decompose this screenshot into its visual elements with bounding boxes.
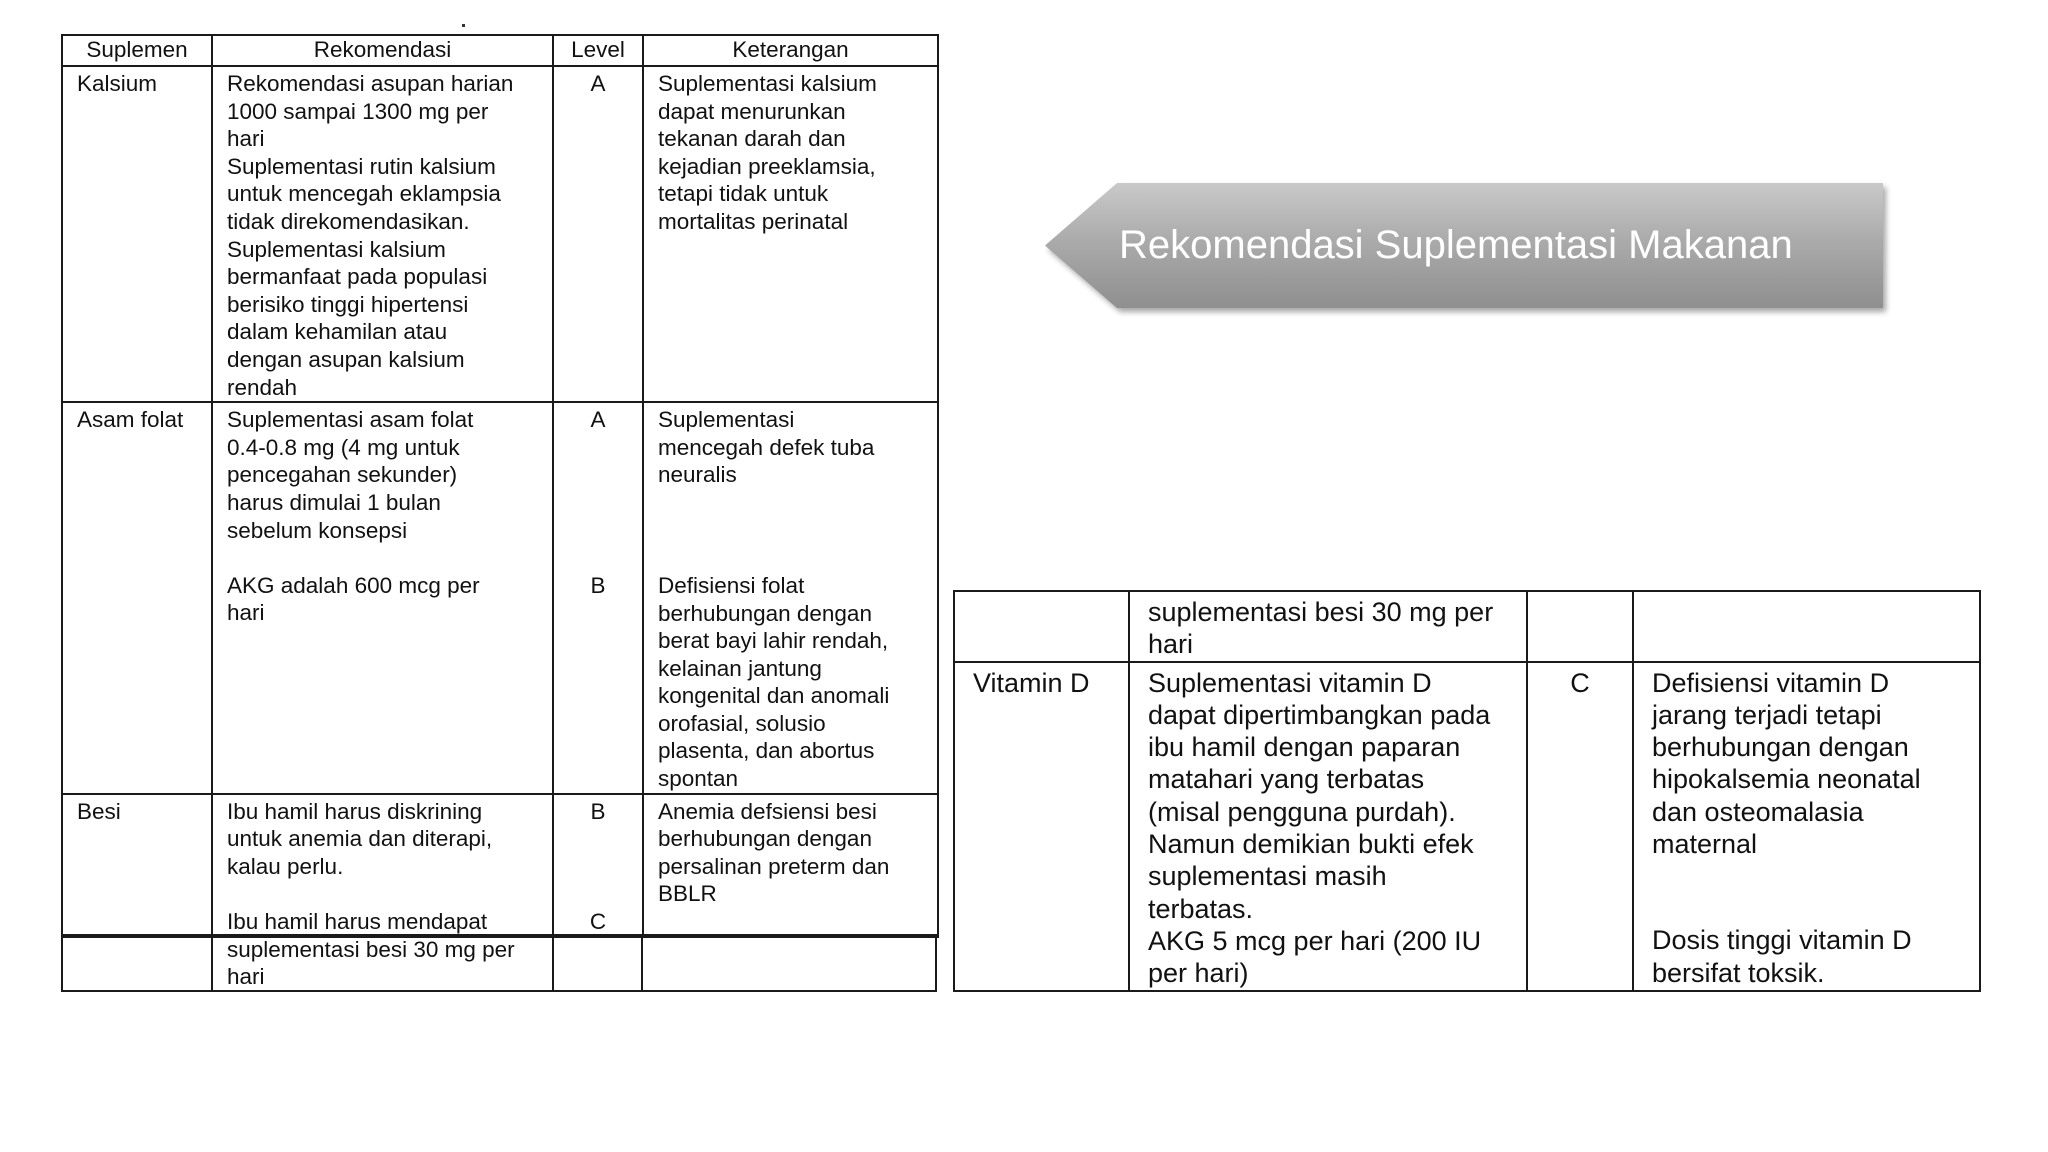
text-line: dapat menurunkan xyxy=(658,98,846,124)
text-line: per hari) xyxy=(1148,958,1249,989)
cell-rekomendasi xyxy=(1129,591,1527,662)
supplement-table-left-continuation xyxy=(61,934,937,992)
text-line: (misal pengguna purdah). xyxy=(1148,796,1456,827)
text-line: berhubungan dengan xyxy=(658,826,872,852)
text-line: Suplementasi kalsium xyxy=(658,71,877,96)
table-header-row xyxy=(62,35,938,66)
level-badge: B xyxy=(590,798,606,824)
text-line: sebelum konsepsi xyxy=(227,517,408,543)
text-line: Anemia defsiensi besi xyxy=(658,798,877,824)
cell-keterangan xyxy=(643,794,938,937)
text-line: tekanan darah dan xyxy=(658,126,846,152)
text-line: 0.4-0.8 mg (4 mg untuk xyxy=(227,434,460,460)
text-line: Ibu hamil harus diskrining xyxy=(227,798,483,824)
text-line: suplementasi masih xyxy=(1148,861,1387,892)
level-badge: C xyxy=(1570,667,1590,698)
text-line: mortalitas perinatal xyxy=(658,208,849,234)
text-line: berat bayi lahir rendah, xyxy=(658,628,889,654)
slide-title: Rekomendasi Suplementasi Makanan xyxy=(1119,223,1793,267)
table-row-vitamin-d xyxy=(954,662,1980,991)
text-line: orofasial, solusio xyxy=(658,710,826,736)
cell-suplemen xyxy=(954,662,1129,991)
text-line: hari xyxy=(227,126,265,152)
text-line: Rekomendasi asupan harian xyxy=(227,71,514,96)
text-line: Defisiensi vitamin D xyxy=(1652,667,1890,698)
cell-suplemen xyxy=(62,935,212,991)
text-line: kelainan jantung xyxy=(658,655,822,681)
level-badge: A xyxy=(590,71,606,96)
text-line: Namun demikian bukti efek xyxy=(1148,829,1474,860)
text-line: dalam kehamilan atau xyxy=(227,319,448,345)
text-line: untuk mencegah eklampsia xyxy=(227,181,501,207)
cell-rekomendasi xyxy=(212,794,553,937)
text-line: hipokalsemia neonatal xyxy=(1652,764,1921,795)
text-line: hari xyxy=(1148,629,1194,660)
supplement-name: Besi xyxy=(77,798,121,824)
cell-keterangan xyxy=(642,935,936,991)
cell-level xyxy=(1527,591,1633,662)
supplement-table-left xyxy=(61,34,939,938)
cell-rekomendasi xyxy=(1129,662,1527,991)
cell-keterangan xyxy=(1633,662,1980,991)
text-line: kejadian preeklamsia, xyxy=(658,153,876,179)
table-row-kalsium xyxy=(62,66,938,402)
text-line: berhubungan dengan xyxy=(1652,732,1909,763)
cell-keterangan xyxy=(1633,591,1980,662)
level-badge: C xyxy=(589,909,607,935)
text-line: Defisiensi folat xyxy=(658,572,805,598)
text-line: dan osteomalasia xyxy=(1652,796,1864,827)
supplement-table-right xyxy=(953,590,1981,992)
text-line: matahari yang terbatas xyxy=(1148,764,1425,795)
text-line: dengan asupan kalsium xyxy=(227,346,465,372)
text-line: Suplementasi vitamin D xyxy=(1148,667,1432,698)
text-line: harus dimulai 1 bulan xyxy=(227,489,441,515)
text-line: hari xyxy=(227,600,265,626)
text-line: rendah xyxy=(227,374,298,400)
cell-level xyxy=(553,402,643,794)
text-line: bermanfaat pada populasi xyxy=(227,264,488,290)
text-line: Dosis tinggi vitamin D xyxy=(1652,925,1912,956)
header-keterangan: Keterangan xyxy=(643,35,938,66)
text-line: neuralis xyxy=(658,462,737,488)
table-row xyxy=(954,591,1980,662)
table-row-besi xyxy=(62,794,938,937)
cell-rekomendasi xyxy=(212,935,553,991)
supplement-name: Asam folat xyxy=(77,407,184,433)
text-line: plasenta, dan abortus xyxy=(658,738,875,764)
cell-rekomendasi xyxy=(212,66,553,402)
supplement-name: Vitamin D xyxy=(973,667,1090,698)
cell-level xyxy=(1527,662,1633,991)
cell-keterangan xyxy=(643,66,938,402)
cell-level xyxy=(553,794,643,937)
text-line: AKG 5 mcg per hari (200 IU xyxy=(1148,925,1482,956)
level-badge: A xyxy=(590,407,606,433)
text-line: AKG adalah 600 mcg per xyxy=(227,572,480,598)
text-line: persalinan preterm dan xyxy=(658,853,890,879)
header-rekomendasi: Rekomendasi xyxy=(212,35,553,66)
text-line: bersifat toksik. xyxy=(1652,957,1825,988)
cell-suplemen xyxy=(62,402,212,794)
text-line: suplementasi besi 30 mg per xyxy=(1148,597,1494,627)
title-banner xyxy=(1045,183,1883,308)
text-line: jarang terjadi tetapi xyxy=(1652,699,1882,730)
text-line: Suplementasi kalsium xyxy=(227,236,446,262)
text-line: ibu hamil dengan paparan xyxy=(1148,732,1461,763)
level-badge: B xyxy=(590,572,606,598)
text-line: hari xyxy=(227,964,265,989)
table-row xyxy=(62,935,936,991)
text-line: spontan xyxy=(658,766,739,792)
text-line: 1000 sampai 1300 mg per xyxy=(227,98,489,124)
text-line: maternal xyxy=(1652,829,1758,860)
header-level: Level xyxy=(553,35,643,66)
cell-rekomendasi xyxy=(212,402,553,794)
header-suplemen: Suplemen xyxy=(62,35,212,66)
cell-suplemen xyxy=(62,66,212,402)
text-line: suplementasi besi 30 mg per xyxy=(227,937,515,962)
text-line: tetapi tidak untuk xyxy=(658,181,829,207)
text-line: BBLR xyxy=(658,881,717,907)
text-line: berisiko tinggi hipertensi xyxy=(227,291,469,317)
cell-level xyxy=(553,66,643,402)
text-line: Suplementasi asam folat xyxy=(227,407,474,433)
cell-level xyxy=(553,935,642,991)
cell-suplemen xyxy=(954,591,1129,662)
text-line: Ibu hamil harus mendapat xyxy=(227,909,488,935)
cell-suplemen xyxy=(62,794,212,937)
text-line: kalau perlu. xyxy=(227,853,344,879)
supplement-name: Kalsium xyxy=(77,71,158,96)
cell-keterangan xyxy=(643,402,938,794)
text-line: Suplementasi rutin kalsium xyxy=(227,153,496,179)
text-line: tidak direkomendasikan. xyxy=(227,208,470,234)
page-mark xyxy=(462,24,465,27)
text-line: mencegah defek tuba xyxy=(658,434,875,460)
text-line: untuk anemia dan diterapi, xyxy=(227,826,493,852)
text-line: pencegahan sekunder) xyxy=(227,462,458,488)
text-line: dapat dipertimbangkan pada xyxy=(1148,699,1491,730)
text-line: berhubungan dengan xyxy=(658,600,872,626)
text-line: terbatas. xyxy=(1148,893,1254,924)
text-line: kongenital dan anomali xyxy=(658,683,890,709)
table-row-asam-folat xyxy=(62,402,938,794)
text-line: Suplementasi xyxy=(658,407,795,433)
